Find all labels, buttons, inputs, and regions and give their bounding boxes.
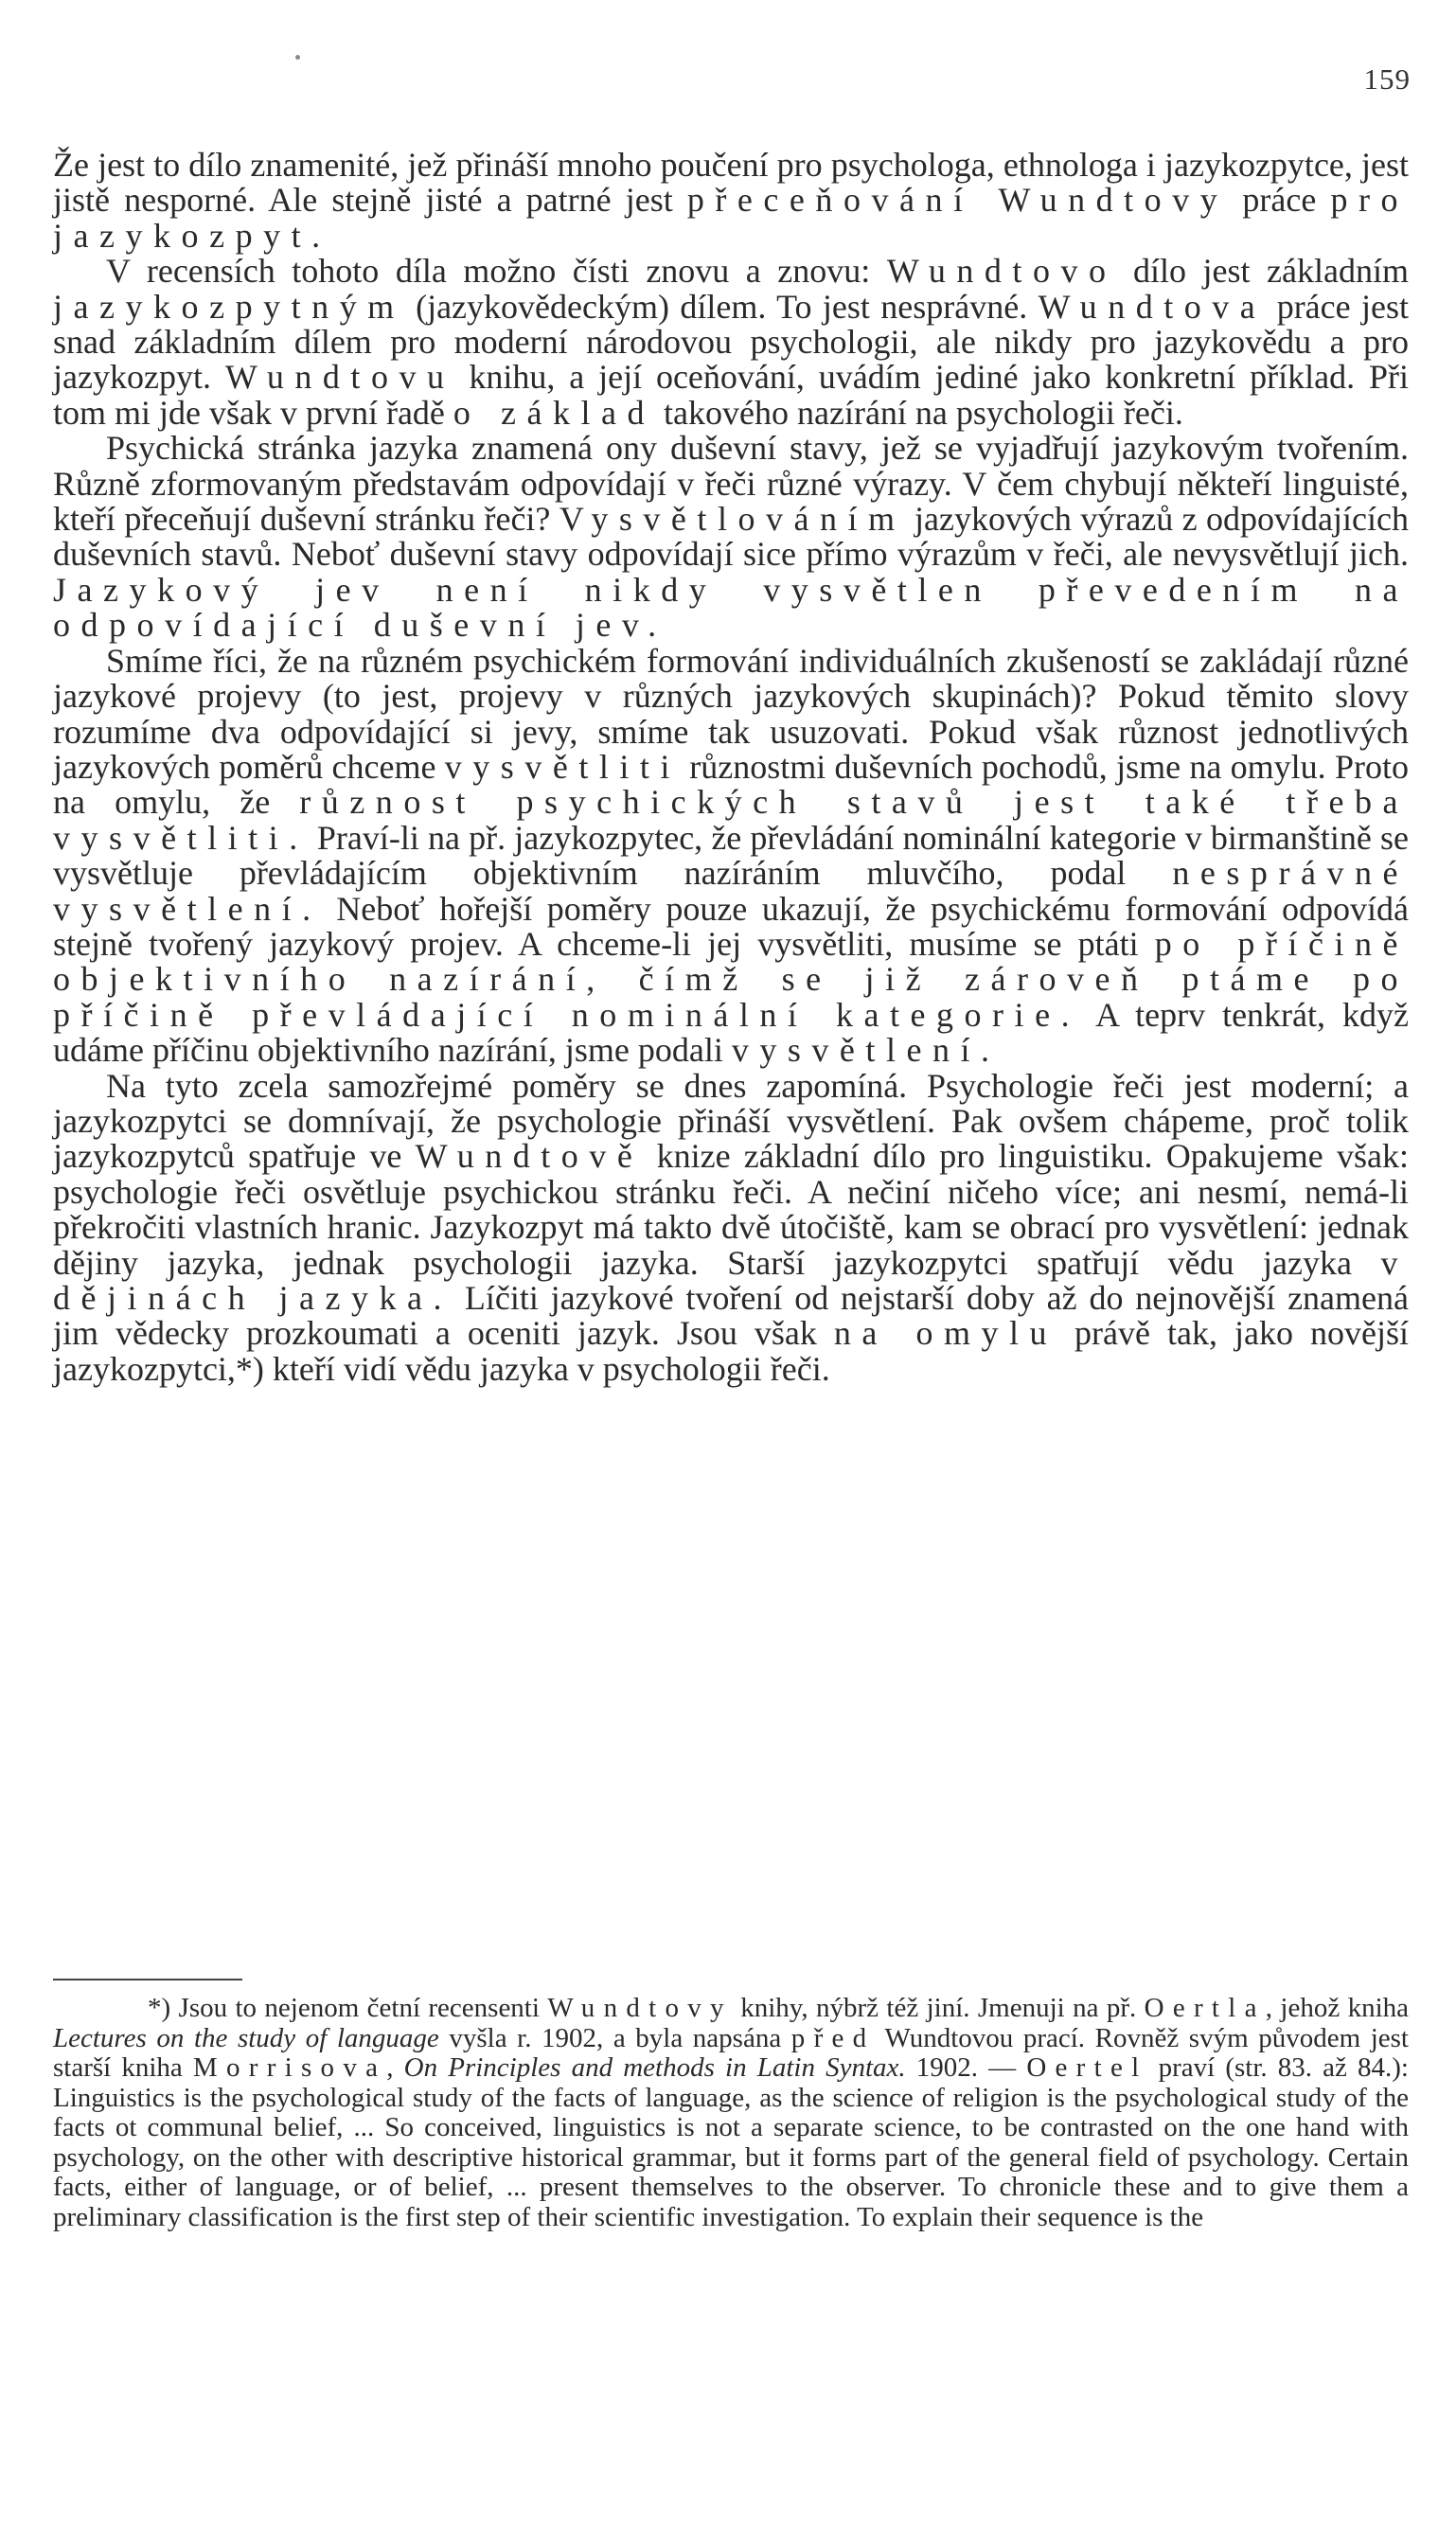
text-run: , jehož kniha — [1265, 1993, 1409, 2023]
text-run: různostmi duševních pochodů, jsme na omylu. Proto na omylu, že — [53, 747, 1410, 822]
text-run: Smíme říci, že na různém psychickém formování individuálních zkušeností se zakládají různé jazykové projevy (to jest, projevy v různých jazykových skupinách)? Pokud těmito slovy rozumíme dva odpovídající si jevy, smíme tak usuzovati. Pokud však různost jednotlivých jazykových poměrů chceme — [53, 641, 1409, 786]
spaced-emphasis-text: Oertla — [1144, 1993, 1266, 2023]
print-speck — [295, 55, 300, 60]
spaced-emphasis-text: Wundtova — [1038, 287, 1267, 326]
text-run: Psychická stránka jazyka znamená ony duševní stavy, jež se vyjadřují jazykovým tvořením. Různě zformovaným představám odpovídají v řeči různé výrazy. V čem chybují někteří linguisté, kteří přeceňují duševní stránku řeči? — [53, 429, 1409, 539]
italic-title-text: On Principles and methods in Latin Syntax. — [403, 2052, 906, 2083]
text-run: práce jest snad základním dílem pro moderní národovou psychologii, ale nikdy pro jazykovědu a pro jazykozpyt. — [53, 287, 1409, 397]
spaced-emphasis-text: vysvětlení. — [731, 1031, 1001, 1070]
text-run: takového nazírání na psychologii řeči. — [655, 393, 1183, 432]
paragraph — [53, 148, 1409, 254]
text-run: (jazykovědeckým) dílem. To jest nesprávné. — [404, 287, 1039, 326]
spaced-emphasis-text: různost psychických stavů jest také třeba vysvětliti. — [53, 783, 1409, 857]
text-run: V recensích tohoto díla možno čísti znovu a znovu: — [106, 252, 887, 291]
paragraph — [53, 431, 1409, 643]
text-run: knihu, a její oceňování, uvádím jediné jako konkretní příklad. Při tom mi jde však v první řadě — [53, 358, 1409, 432]
spaced-emphasis-text: Vysvětlováním — [559, 500, 906, 539]
text-run: Wundtovou prací. Rovněž svým původem jest starší kniha — [53, 2022, 1409, 2083]
text-run: Praví-li na př. jazykozpytec, že převládání nominální kategorie v birmanštině se vysvětluje převládajícím objektivním nazíráním mluvčího, podal — [53, 818, 1409, 893]
text-run: *) Jsou to nejenom četní recensenti — [148, 1993, 548, 2023]
text-run: vyšla r. 1902, a byla napsána — [438, 2022, 791, 2053]
spaced-emphasis-text: vysvětliti — [444, 747, 681, 786]
spaced-emphasis-text: přeceňování Wundtovy — [686, 181, 1229, 220]
paragraph — [53, 1066, 1409, 1388]
text-run: knihy, nýbrž též jiní. Jmenuji na př. — [732, 1993, 1145, 2023]
text-run: knize základní dílo pro linguistiku. Opakujeme však: psychologie řeči osvětluje psychickou stránku řeči. A nečiní ničeho více; ani nesmí, nemá-li překročiti vlastních hranic. Jazykozpyt má takto dvě útočiště, kam se obrací pro vysvětlení: jednak dějiny jazyka, jednak psychologii jazyka. Starší jazykozpytci spatřují vědu jazyka — [53, 1137, 1409, 1282]
italic-title-text: Lectures on the study of language — [53, 2022, 439, 2053]
text-run: praví (str. 83. až 84.): Linguistics is the psychological study of the facts of language, as the science of religion is the psychological study of the facts ot communal belief, ... So conceived, linguistics is not a separate science, to be contrasted on the one hand with psychology, on the other with descriptive historical grammar, but it forms part of the general field of psychology. Certain facts, either of language, or of belief, ... present themselves to the observer. To chronicle these and to give them a preliminary classification is the first step of their scientific investigation. To explain their sequence is the — [53, 2052, 1409, 2232]
spaced-emphasis-text: v dějinách jazyka. — [53, 1243, 1409, 1317]
spaced-emphasis-text: na omylu — [833, 1314, 1058, 1353]
text-run: Líčiti jazykové tvoření od nejstarší doby až do nejnovější znamená jim vědecky prozkoumati a oceniti jazyk. Jsou však — [53, 1279, 1409, 1353]
text-run: Že jest to dílo znamenité, jež přináší mnoho poučení pro psychologa, ethnologa i jazykozpytce, jest jistě nesporné. Ale stejně jisté a patrné jest — [53, 146, 1409, 220]
paragraph — [53, 641, 1410, 1070]
spaced-emphasis-text: před — [790, 2022, 876, 2053]
text-run: dílo jest základním — [1116, 252, 1409, 291]
spaced-emphasis-text: o základ — [453, 393, 656, 432]
spaced-emphasis-text: pro jazykozpyt. — [53, 181, 1409, 255]
footnote-divider — [53, 1979, 242, 1980]
spaced-emphasis-text: nesprávné vysvětlení. — [53, 854, 1409, 928]
text-run: A teprv tenkrát, když udáme příčinu objektivního nazírání, jsme podali — [53, 995, 1410, 1070]
spaced-emphasis-text: Wundtově — [415, 1137, 644, 1176]
footnote-paragraph — [53, 1994, 1409, 2232]
text-run: Na tyto zcela samozřejmé poměry se dnes zapomíná. Psychologie řeči jest moderní; a jazykozpytci se domnívají, že psychologie přináší vysvětlení. Pak ovšem chápeme, proč tolik jazykozpytců spatřuje ve — [53, 1066, 1409, 1176]
spaced-emphasis-text: Morrisova — [192, 2052, 387, 2083]
text-run: jazykových výrazů z odpovídajících duševních stavů. Neboť duševní stavy odpovídají sice přímo výrazům v řeči, ale nevysvětlují jich. — [53, 500, 1410, 574]
paragraph — [53, 254, 1409, 431]
main-text — [53, 148, 1409, 1387]
spaced-emphasis-text: Wundtovu — [224, 358, 455, 397]
text-run: 1902. — — [905, 2052, 1027, 2083]
spaced-emphasis-text: po příčině objektivního nazírání, čímž se již zároveň ptáme po příčině převládající nominální kategorie. — [53, 924, 1409, 1034]
spaced-emphasis-text: Wundtovy — [547, 1993, 733, 2023]
text-run: práce — [1228, 181, 1331, 220]
spaced-emphasis-text: jazykozpytným — [53, 287, 405, 326]
footnote — [53, 1994, 1409, 2232]
spaced-emphasis-text: Wundtovo — [886, 252, 1117, 291]
text-run: právě tak, jako novější jazykozpytci,*) kteří vidí vědu jazyka v psychologii řeči. — [53, 1314, 1409, 1388]
page-number: 159 — [1363, 62, 1411, 96]
spaced-emphasis-text: Oertel — [1026, 2052, 1148, 2083]
text-run: , — [386, 2052, 404, 2083]
text-run: Neboť hořejší poměry pouze ukazují, že psychickému formování odpovídá stejně tvořený jazykový projev. A chceme-li jej vysvětliti, musíme se ptáti — [53, 889, 1409, 963]
spaced-emphasis-text: Jazykový jev není nikdy vysvětlen převedením na odpovídající duševní jev. — [53, 570, 1409, 645]
